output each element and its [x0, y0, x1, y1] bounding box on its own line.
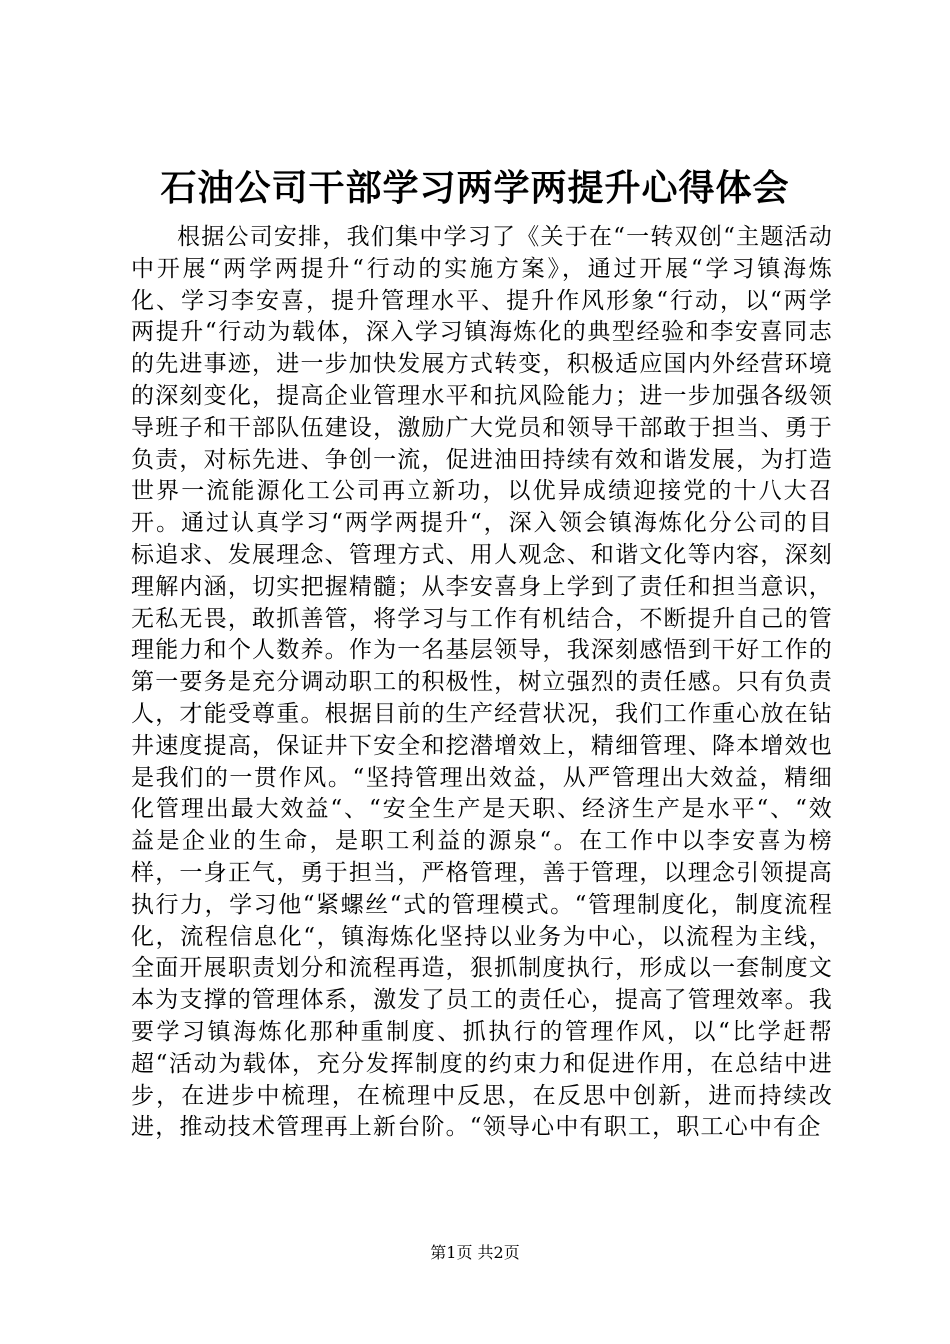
document-body-paragraph: 根据公司安排，我们集中学习了《关于在“一转双创“主题活动中开展“两学两提升“行动的实施方案》，通过开展“学习镇海炼化、学习李安喜，提升管理水平、提升作风形象“行动，以“两学两提升“行动为载体，深入学习镇海炼化的典型经验和李安喜同志的先进事迹，进一步加快发展方式转变，积极适应国内外经营环境的深刻变化，提高企业管理水平和抗风险能力；进一步加强各级领导班子和干部队伍建设，激励广大党员和领导干部敢于担当、勇于负责，对标先进、争创一流，促进油田持续有效和谐发展，为打造世界一流能源化工公司再立新功，以优异成绩迎接党的十八大召开。通过认真学习“两学两提升“，深入领会镇海炼化分公司的目标追求、发展理念、管理方式、用人观念、和谐文化等内容，深刻理解内涵，切实把握精髓；从李安喜身上学到了责任和担当意识，无私无畏，敢抓善管，将学习与工作有机结合，不断提升自己的管理能力和个人数养。作为一名基层领导，我深刻感悟到干好工作的第一要务是充分调动职工的积极性，树立强烈的责任感。只有负责人，才能受尊重。根据目前的生产经营状况，我们工作重心放在钻井速度提高，保证井下安全和挖潜增效上，精细管理、降本增效也是我们的一贯作风。“坚持管理出效益，从严管理出大效益，精细化管理出最大效益“、“安全生产是天职、经济生产是水平“、“效益是企业的生命，是职工利益的源泉“。在工作中以李安喜为榜样，一身正气，勇于担当，严格管理，善于管理，以理念引领提高执行力，学习他“紧螺丝“式的管理模式。“管理制度化，制度流程化，流程信息化“，镇海炼化坚持以业务为中心，以流程为主线，全面开展职责划分和流程再造，狠抓制度执行，形成以一套制度文本为支撑的管理体系，激发了员工的责任心，提高了管理效率。我要学习镇海炼化那种重制度、抓执行的管理作风，以“比学赶帮超“活动为载体，充分发挥制度的约束力和促进作用，在总结中进步，在进步中梳理，在梳理中反思，在反思中创新，进而持续改进，推动技术管理再上新台阶。“领导心中有职工，职工心中有企 [131, 224, 833, 1141]
document-title: 石油公司干部学习两学两提升心得体会 [160, 167, 790, 209]
page-number-footer: 第1页 共2页 [430, 1243, 520, 1262]
